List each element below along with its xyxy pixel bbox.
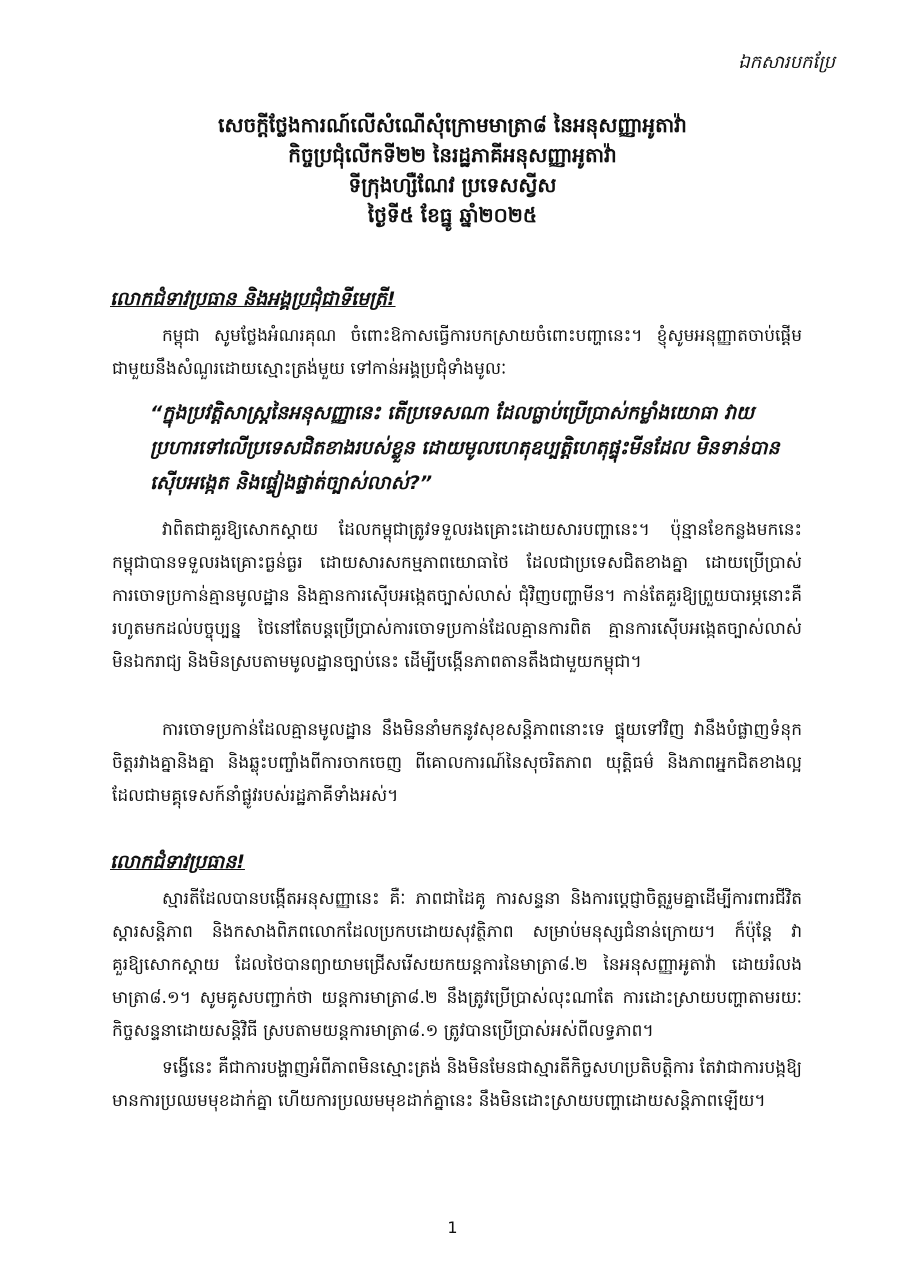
paragraph-regret: វាពិតជាគួរឱ្យសោកស្តាយ ដែលកម្ពុជាត្រូវទទួលរងគ្រោះដោយសារបញ្ហានេះ។ ប៉ុន្មានខែកន្លងមកនេះ កម្ពុជាបានទទួលរងគ្រោះធ្ងន់ធ្ងរ ដោយសារសកម្មភាពយោធាថៃ ដែលជាប្រទេសជិតខាងគ្នា ដោយប្រើប្រាស់ការចោទប្រកាន់គ្មានមូលដ្ឋាន និងគ្មានការស៊ើបអង្កេតច្បាស់លាស់ ជុំវិញបញ្ហាមីន។ កាន់តែគួរឱ្យព្រួយបារម្ភនោះគឺ រហូតមកដល់បច្ចុប្បន្ន ថៃនៅតែបន្តប្រើប្រាស់ការចោទប្រកាន់ដែលគ្មានការពិត គ្មានការស៊ើបអង្កេតច្បាស់លាស់ មិនឯករាជ្យ និងមិនស្របតាមមូលដ្ឋានច្បាប់នេះ ដើម្បីបង្កើនភាពតានតឹងជាមួយកម្ពុជា។ [112,520,802,672]
salutation-second: លោកជំទាវប្រធាន! [110,851,245,873]
header-location: ទីក្រុងហ្សឺណែវ ប្រទេសស្វីស [348,173,557,197]
paragraph-conclusion: ទង្វើនេះ គឺជាការបង្ហាញអំពីភាពមិនស្មោះត្រង់ និងមិនមែនជាស្មារតីកិច្ចសហប្រតិបត្តិការ តែវាជាការបង្កឱ្យមានការប្រឈមមុខដាក់គ្នា ហើយការប្រឈមមុខដាក់គ្នានេះ នឹងមិនដោះស្រាយបញ្ហាដោយសន្តិភាពឡើយ។ [112,1058,802,1111]
page-number: 1 [447,1218,458,1237]
header-date: ថ្ងៃទី៥ ខែធ្នូ ឆ្នាំ២០២៥ [367,203,538,227]
translation-label: ឯកសារបកប្រែ [738,52,835,73]
salutation-first: លោកជំទាវប្រធាន និងអង្គប្រជុំជាទីមេត្រី! [110,288,396,310]
paragraph-intro: កម្ពុជា សូមថ្លែងអំណរគុណ ចំពោះឱកាសធ្វើការបកស្រាយចំពោះបញ្ហានេះ។ ខ្ញុំសូមអនុញ្ញាតចាប់ផ្តើម ជាមួយនឹងសំណួរដោយស្មោះត្រង់មួយ ទៅកាន់អង្គប្រជុំទាំងមូលៈ [112,326,802,379]
header-meeting: កិច្ចប្រជុំលើកទី២២ នៃរដ្ឋភាគីអនុសញ្ញាអូតាវ៉ា [288,143,617,167]
statement-header [0,110,905,230]
paragraph-accusations: ការចោទប្រកាន់ដែលគ្មានមូលដ្ឋាន នឹងមិននាំមកនូវសុខសន្តិភាពនោះទេ ផ្ទុយទៅវិញ វានឹងបំផ្លាញទំនុកចិត្តរវាងគ្នានិងគ្នា និងឆ្លុះបញ្ចាំងពីការចាកចេញ ពីគោលការណ៍នៃសុចរិតភាព យុត្តិធម៌ និងភាពអ្នកជិតខាងល្អ ដែលជាមគ្គុទេសក៍នាំផ្លូវរបស់រដ្ឋភាគីទាំងអស់។ [112,720,802,806]
paragraph-spirit: ស្មារតីដែលបានបង្កើតអនុសញ្ញានេះ គឺៈ ភាពជាដៃគូ ការសន្ទនា និងការប្តេជ្ញាចិត្តរួមគ្នាដើម្បីការពារជីវិត ស្តារសន្តិភាព និងកសាងពិភពលោកដែលប្រកបដោយសុវត្ថិភាព សម្រាប់មនុស្សជំនាន់ក្រោយ។ ក៏ប៉ុន្តែ វាគួរឱ្យសោកស្តាយ ដែលថៃបានព្យាយាមជ្រើសរើសយកយន្តការនៃមាត្រា៨.២ នៃអនុសញ្ញាអូតាវ៉ា ដោយរំលងមាត្រា៨.១។ សូមគូសបញ្ជាក់ថា យន្តការមាត្រា៨.២ នឹងត្រូវប្រើប្រាស់លុះណាតែ ការដោះស្រាយបញ្ហាតាមរយៈកិច្ចសន្ទនាដោយសន្តិវិធី ស្របតាមយន្តការមាត្រា៨.១ ត្រូវបានប្រើប្រាស់អស់ពីលទ្ធភាព។ [112,889,802,1041]
header-title: សេចក្តីថ្លែងការណ៍លើសំណើសុំក្រោមមាត្រា៨ នៃអនុសញ្ញាអូតាវ៉ា [218,113,687,137]
quoted-question: “ក្នុងប្រវត្តិសាស្ត្រនៃអនុសញ្ញានេះ តើប្រទេសណា ដែលធ្លាប់ប្រើប្រាស់កម្លាំងយោធា វាយប្រហារទៅលើប្រទេសជិតខាងរបស់ខ្លួន ដោយមូលហេតុឧប្បត្តិហេតុផ្ទុះមីនដែល មិនទាន់បានស៊ើបអង្កេត និងផ្ទៀងផ្ទាត់ច្បាស់លាស់?” [150,402,780,494]
